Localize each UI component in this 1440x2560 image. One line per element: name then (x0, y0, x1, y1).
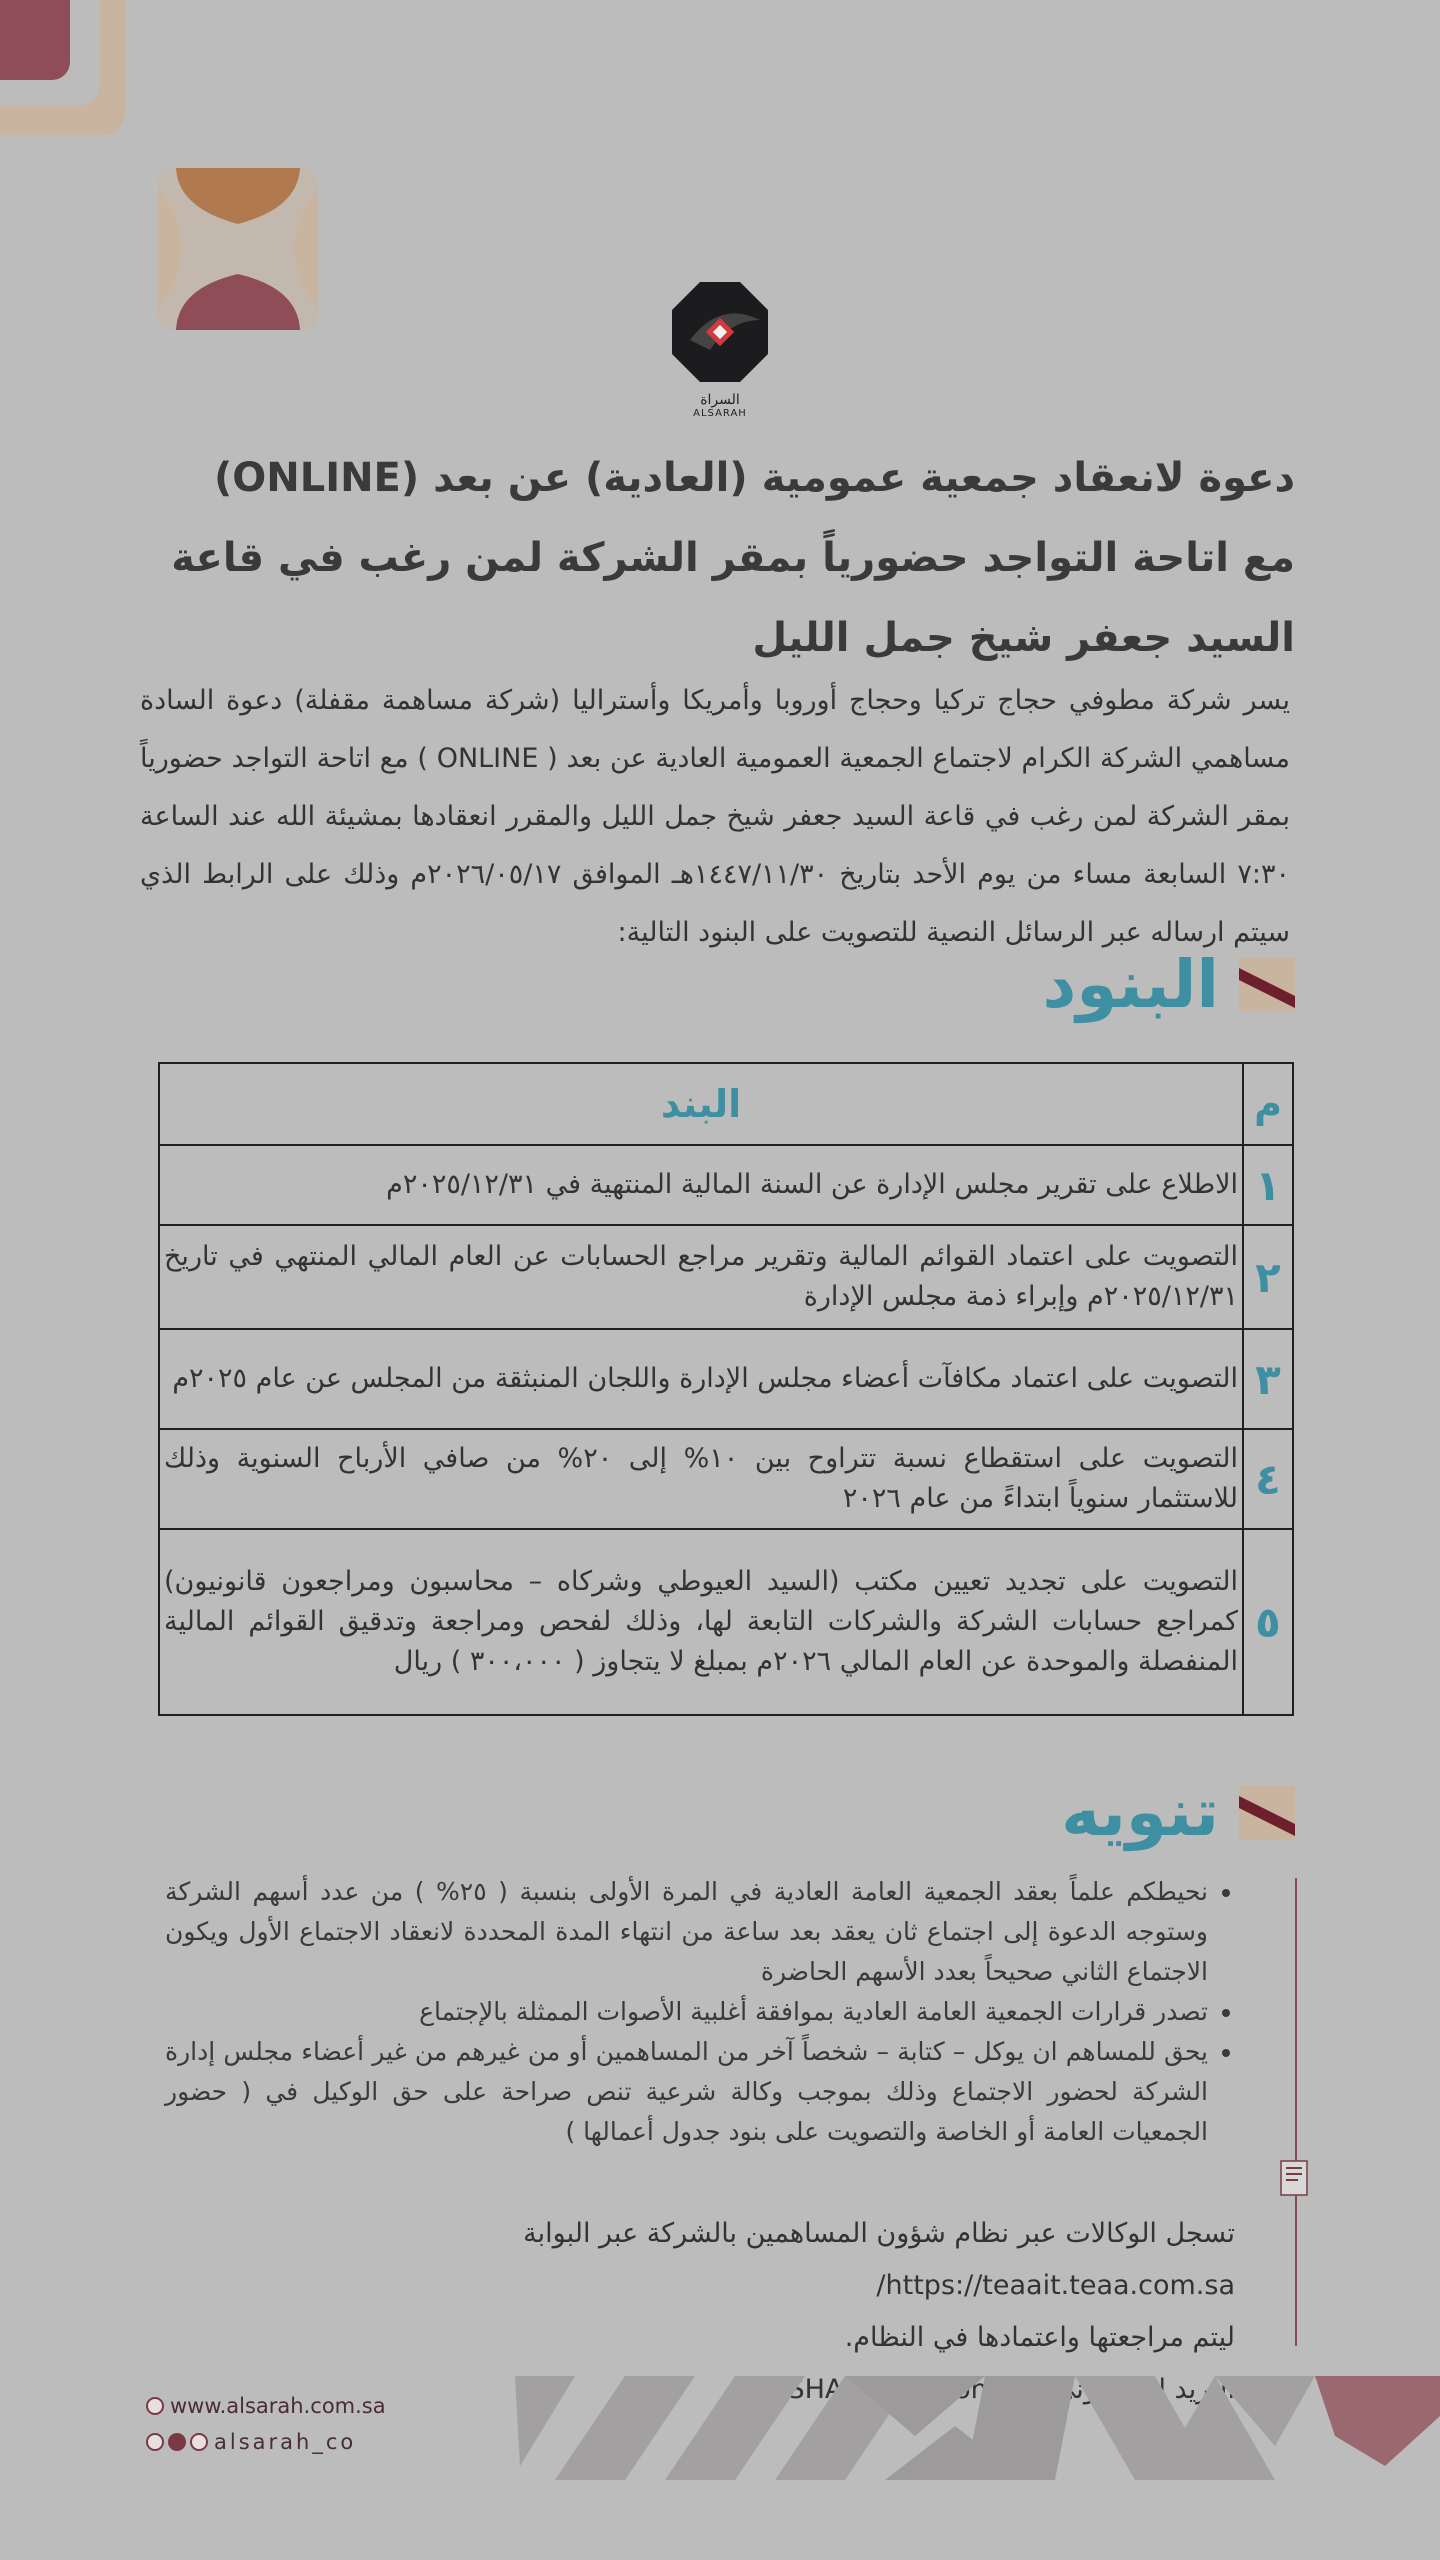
corner-decoration (0, 0, 130, 140)
company-logo (660, 280, 780, 430)
title-line-1: دعوة لانعقاد جمعية عمومية (العادية) عن بعد (ONLINE) (213, 455, 1295, 501)
page-title (135, 438, 1295, 678)
vertical-divider (1295, 1878, 1297, 2346)
table-row (159, 1329, 1293, 1429)
row-text: الاطلاع على تقرير مجلس الإدارة عن السنة المالية المنتهية في ٢٠٢٥/١٢/٣١م (159, 1145, 1243, 1225)
registry-email[interactable]: البريد (1174, 2374, 1235, 2405)
notice-bullet: • نحيطكم علماً بعقد الجمعية العامة العادية في المرة الأولى بنسبة ( ٢٥% ) من عدد أسهم الشركة وستوجه الدعوة إلى اجتماع ثان يعقد بعد ساعة من انتهاء المدة المحددة لانعقاد الاجتماع الأول ويكون الاجتماع الثاني صحيحاً بعدد الأسهم الحاضرة (165, 1872, 1208, 1992)
section-icon (1239, 1786, 1295, 1840)
row-text: التصويت على استقطاع نسبة تتراوح بين ١٠% إلى ٢٠% من صافي الأرباح السنوية وذلك للاستثمار سنوياً ابتداءً من عام ٢٠٢٦ (159, 1429, 1243, 1529)
notice-bullet: • يحق للمساهم ان يوكل – كتابة – شخصاً آخر من المساهمين أو من غيرهم من غير أعضاء مجلس إدارة الشركة لحضور الاجتماع وذلك بموجب وكالة شرعية تنص صراحة على حق الوكيل في ( حضور الجمعيات العامة أو الخاصة والتصويت على بنود جدول أعمالها ) (165, 2032, 1208, 2152)
row-num: ١ (1243, 1145, 1293, 1225)
registry-line-1: تسجل الوكالات عبر نظام شؤون المساهمين بالشركة عبر البوابة https://teaait.teaa.com.sa/ (523, 2218, 1235, 2301)
header-num: م (1243, 1063, 1293, 1145)
notice-section-title: تنويه (1061, 1774, 1219, 1851)
document-icon (1280, 2160, 1308, 2196)
linkedin-icon[interactable] (190, 2433, 208, 2451)
table-row (159, 1529, 1293, 1715)
notice-bullet: • تصدر قرارات الجمعية العامة العادية بموافقة أغلبية الأصوات الممثلة بالإجتماع (165, 1992, 1208, 2032)
intro-paragraph: يسر شركة مطوفي حجاج تركيا وحجاج أوروبا وأمريكا وأستراليا (شركة مساهمة مقفلة) دعوة السادة مساهمي الشركة الكرام لاجتماع الجمعية العمومية العادية عن بعد ( ONLINE ) مع اتاحة التواجد حضورياً بمقر الشركة لمن رغب في قاعة السيد جعفر شيخ جمل الليل والمقرر انعقادها بمشيئة الله عند الساعة ٧:٣٠ السابعة مساء من يوم الأحد بتاريخ ١٤٤٧/١١/٣٠هـ الموافق ٢٠٢٦/٠٥/١٧م وذلك على الرابط الذي سيتم ارساله عبر الرسائل النصية للتصويت على البنود التالية: (140, 685, 1291, 948)
table-row (159, 1429, 1293, 1529)
logo-brand-en: ALSARAH (693, 408, 747, 419)
row-num: ٥ (1243, 1529, 1293, 1715)
table-header-row (159, 1063, 1293, 1145)
instagram-icon[interactable] (168, 2433, 186, 2451)
footer-links (146, 2388, 386, 2460)
logo-brand-ar: السراة (700, 392, 740, 408)
row-num: ٤ (1243, 1429, 1293, 1529)
x-social-icon[interactable] (146, 2433, 164, 2451)
social-icons[interactable] (146, 2433, 208, 2451)
social-handle[interactable]: alsarah_co (214, 2430, 357, 2454)
row-num: ٣ (1243, 1329, 1293, 1429)
globe-icon (146, 2397, 164, 2415)
row-text: التصويت على اعتماد مكافآت أعضاء مجلس الإدارة واللجان المنبثقة من المجلس عن عام ٢٠٢٥م (159, 1329, 1243, 1429)
section-icon (1239, 958, 1295, 1012)
notice-list (165, 1872, 1230, 2152)
title-line-2: مع اتاحة التواجد حضورياً بمقر الشركة لمن رغب في قاعة (171, 535, 1295, 581)
items-section-heading (1042, 946, 1295, 1023)
registry-line-2: ليتم مراجعتها واعتمادها في النظام. (844, 2322, 1235, 2353)
table-row (159, 1145, 1293, 1225)
logo-icon (670, 280, 770, 384)
footer-decoration (515, 2376, 1440, 2480)
table-row (159, 1225, 1293, 1329)
header-item: البند (159, 1063, 1243, 1145)
items-table (158, 1062, 1294, 1716)
items-section-title: البنود (1042, 946, 1219, 1023)
social-row[interactable] (146, 2424, 386, 2460)
website-row[interactable] (146, 2388, 386, 2424)
x-decoration (158, 168, 318, 330)
row-text: التصويت على تجديد تعيين مكتب (السيد العيوطي وشركاه – محاسبون ومراجعون قانونيون) كمراجع حسابات الشركة والشركات التابعة لها، وذلك لفحص ومراجعة وتدقيق القوائم المالية المنفصلة والموحدة عن العام المالي ٢٠٢٦م بمبلغ لا يتجاوز ( ٣٠٠،٠٠٠ ) ريال (159, 1529, 1243, 1715)
title-line-3: السيد جعفر شيخ جمل الليل (752, 615, 1295, 661)
website-link[interactable]: www.alsarah.com.sa (170, 2394, 386, 2418)
row-num: ٢ (1243, 1225, 1293, 1329)
row-text: التصويت على اعتماد القوائم المالية وتقرير مراجع الحسابات عن العام المالي المنتهي في تاريخ ٢٠٢٥/١٢/٣١م وإبراء ذمة مجلس الإدارة (159, 1225, 1243, 1329)
notice-section-heading (1061, 1774, 1295, 1851)
